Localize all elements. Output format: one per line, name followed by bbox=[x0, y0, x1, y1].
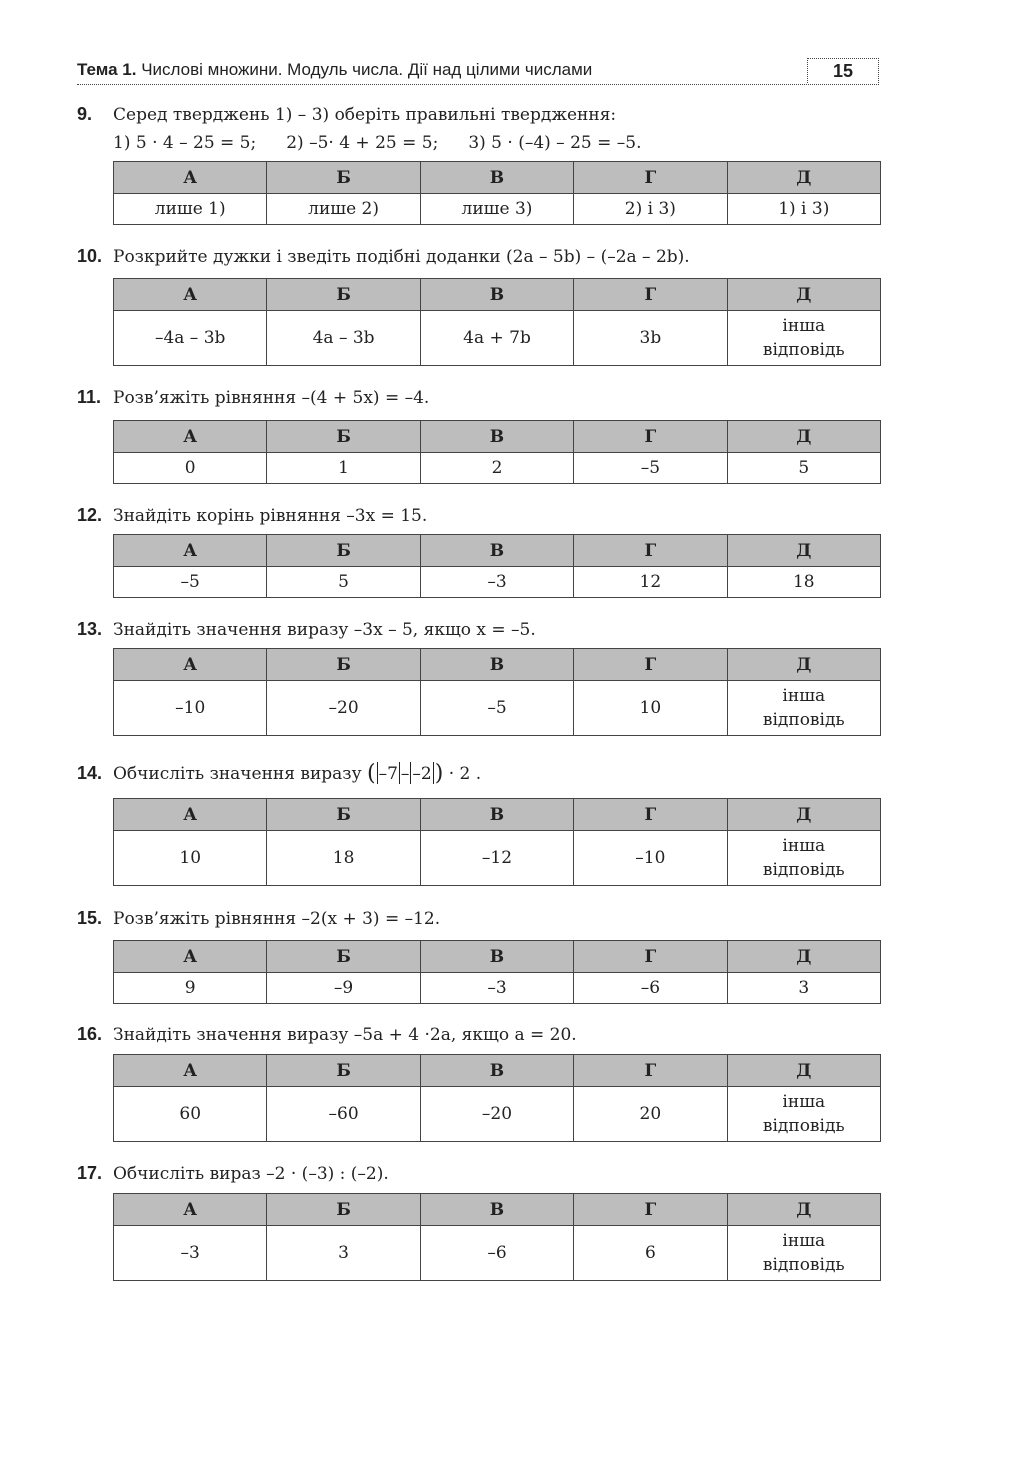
answer-table-16 bbox=[113, 1054, 881, 1142]
answer-options-row bbox=[114, 941, 881, 973]
option-v: В bbox=[420, 535, 573, 567]
question-11 bbox=[77, 387, 429, 408]
answer-d: інша відповідь bbox=[727, 681, 880, 736]
answer-b: лише 2) bbox=[267, 194, 420, 225]
question-15 bbox=[77, 908, 440, 929]
answer-a: 10 bbox=[114, 831, 267, 886]
option-a: А bbox=[114, 649, 267, 681]
option-b: Б bbox=[267, 941, 420, 973]
answer-table-12 bbox=[113, 534, 881, 598]
answer-b: 3 bbox=[267, 1226, 420, 1281]
answer-v: –5 bbox=[420, 681, 573, 736]
question-14 bbox=[77, 761, 481, 786]
question-text: Розв’яжіть рівняння –2(x + 3) = –12. bbox=[113, 909, 441, 929]
option-g: Г bbox=[574, 1194, 727, 1226]
answer-b: –60 bbox=[267, 1087, 420, 1142]
answer-table-15 bbox=[113, 940, 881, 1004]
answer-a: –10 bbox=[114, 681, 267, 736]
question-17 bbox=[77, 1163, 389, 1184]
answer-g: –10 bbox=[574, 831, 727, 886]
option-g: Г bbox=[574, 535, 727, 567]
option-a: А bbox=[114, 1055, 267, 1087]
option-a: А bbox=[114, 799, 267, 831]
expression-tail: · 2 . bbox=[448, 764, 482, 784]
abs-term-2: –2 bbox=[412, 764, 432, 784]
answer-a: –4a – 3b bbox=[114, 311, 267, 366]
statement-1: 1) 5 · 4 – 25 = 5; bbox=[113, 133, 257, 153]
answer-options-row bbox=[114, 279, 881, 311]
option-a: А bbox=[114, 162, 267, 194]
page-header bbox=[77, 58, 879, 85]
answer-g: 12 bbox=[574, 567, 727, 598]
answer-b: –20 bbox=[267, 681, 420, 736]
answer-table-9 bbox=[113, 161, 881, 225]
question-number: 17. bbox=[77, 1163, 103, 1183]
question-text: Знайдіть корінь рівняння –3x = 15. bbox=[113, 506, 428, 526]
option-v: В bbox=[420, 799, 573, 831]
option-b: Б bbox=[267, 649, 420, 681]
answer-v: –6 bbox=[420, 1226, 573, 1281]
abs-term-1: –7 bbox=[378, 764, 398, 784]
answer-table-10 bbox=[113, 278, 881, 366]
question-text: Обчисліть вираз –2 · (–3) : (–2). bbox=[113, 1164, 389, 1184]
answer-g: –6 bbox=[574, 973, 727, 1004]
option-d: Д bbox=[727, 421, 880, 453]
page-number: 15 bbox=[807, 58, 879, 83]
option-g: Г bbox=[574, 649, 727, 681]
question-number: 14. bbox=[77, 763, 103, 783]
answer-values-row bbox=[114, 1226, 881, 1281]
option-v: В bbox=[420, 941, 573, 973]
answer-g: 10 bbox=[574, 681, 727, 736]
answer-values-row bbox=[114, 311, 881, 366]
option-g: Г bbox=[574, 1055, 727, 1087]
answer-a: –3 bbox=[114, 1226, 267, 1281]
answer-a: 9 bbox=[114, 973, 267, 1004]
answer-options-row bbox=[114, 649, 881, 681]
answer-options-row bbox=[114, 1055, 881, 1087]
option-d: Д bbox=[727, 162, 880, 194]
answer-d: 1) і 3) bbox=[727, 194, 880, 225]
absolute-value-expression: ( –7 – –2 ) · 2 . bbox=[367, 761, 482, 786]
option-v: В bbox=[420, 1055, 573, 1087]
answer-d: 5 bbox=[727, 453, 880, 484]
question-number: 12. bbox=[77, 505, 103, 525]
option-a: А bbox=[114, 535, 267, 567]
question-10 bbox=[77, 246, 690, 267]
option-v: В bbox=[420, 279, 573, 311]
question-number: 9. bbox=[77, 104, 93, 124]
answer-d: інша відповідь bbox=[727, 1087, 880, 1142]
option-d: Д bbox=[727, 649, 880, 681]
question-16 bbox=[77, 1024, 577, 1045]
answer-options-row bbox=[114, 799, 881, 831]
option-v: В bbox=[420, 162, 573, 194]
question-9 bbox=[77, 104, 616, 125]
answer-a: 0 bbox=[114, 453, 267, 484]
statement-3: 3) 5 · (–4) – 25 = –5. bbox=[468, 133, 642, 153]
answer-table-17 bbox=[113, 1193, 881, 1281]
option-g: Г bbox=[574, 279, 727, 311]
option-v: В bbox=[420, 1194, 573, 1226]
option-b: Б bbox=[267, 1194, 420, 1226]
topic-title bbox=[77, 60, 592, 80]
answer-a: 60 bbox=[114, 1087, 267, 1142]
answer-values-row bbox=[114, 681, 881, 736]
answer-b: 1 bbox=[267, 453, 420, 484]
question-text: Серед тверджень 1) – 3) оберіть правильні твердження: bbox=[113, 105, 617, 125]
question-number: 16. bbox=[77, 1024, 103, 1044]
option-b: Б bbox=[267, 1055, 420, 1087]
option-a: А bbox=[114, 421, 267, 453]
answer-v: 2 bbox=[420, 453, 573, 484]
answer-v: 4a + 7b bbox=[420, 311, 573, 366]
answer-table-14 bbox=[113, 798, 881, 886]
answer-g: 3b bbox=[574, 311, 727, 366]
answer-v: –20 bbox=[420, 1087, 573, 1142]
question-text: Знайдіть значення виразу –3x – 5, якщо x = –5. bbox=[113, 620, 536, 640]
answer-values-row bbox=[114, 567, 881, 598]
option-g: Г bbox=[574, 421, 727, 453]
answer-options-row bbox=[114, 162, 881, 194]
answer-values-row bbox=[114, 1087, 881, 1142]
answer-values-row bbox=[114, 453, 881, 484]
option-a: А bbox=[114, 941, 267, 973]
option-b: Б bbox=[267, 535, 420, 567]
option-d: Д bbox=[727, 799, 880, 831]
option-d: Д bbox=[727, 535, 880, 567]
answer-v: –3 bbox=[420, 567, 573, 598]
answer-v: лише 3) bbox=[420, 194, 573, 225]
topic-label: Тема 1. bbox=[77, 60, 137, 79]
answer-b: 4a – 3b bbox=[267, 311, 420, 366]
option-d: Д bbox=[727, 279, 880, 311]
answer-table-13 bbox=[113, 648, 881, 736]
answer-a: –5 bbox=[114, 567, 267, 598]
option-v: В bbox=[420, 421, 573, 453]
answer-values-row bbox=[114, 831, 881, 886]
question-text: Обчисліть значення виразу bbox=[113, 764, 362, 784]
option-a: А bbox=[114, 1194, 267, 1226]
answer-v: –3 bbox=[420, 973, 573, 1004]
answer-table-11 bbox=[113, 420, 881, 484]
answer-d: інша відповідь bbox=[727, 1226, 880, 1281]
answer-d: інша відповідь bbox=[727, 831, 880, 886]
option-d: Д bbox=[727, 1194, 880, 1226]
answer-b: 18 bbox=[267, 831, 420, 886]
answer-b: –9 bbox=[267, 973, 420, 1004]
option-d: Д bbox=[727, 1055, 880, 1087]
answer-g: 6 bbox=[574, 1226, 727, 1281]
answer-values-row bbox=[114, 194, 881, 225]
option-d: Д bbox=[727, 941, 880, 973]
answer-g: 2) і 3) bbox=[574, 194, 727, 225]
option-b: Б bbox=[267, 279, 420, 311]
option-b: Б bbox=[267, 799, 420, 831]
option-b: Б bbox=[267, 421, 420, 453]
abs-operator: – bbox=[400, 764, 410, 784]
answer-values-row bbox=[114, 973, 881, 1004]
answer-d: 18 bbox=[727, 567, 880, 598]
topic-name: Числові множини. Модуль числа. Дії над цілими числами bbox=[141, 60, 593, 79]
question-9-statements bbox=[113, 133, 671, 153]
question-text: Розкрийте дужки і зведіть подібні доданки (2a – 5b) – (–2a – 2b). bbox=[113, 247, 690, 267]
option-g: Г bbox=[574, 799, 727, 831]
question-text: Знайдіть значення виразу –5a + 4 ·2a, якщо a = 20. bbox=[113, 1025, 577, 1045]
answer-d: 3 bbox=[727, 973, 880, 1004]
option-g: Г bbox=[574, 162, 727, 194]
answer-d: інша відповідь bbox=[727, 311, 880, 366]
question-number: 10. bbox=[77, 246, 103, 266]
option-a: А bbox=[114, 279, 267, 311]
option-v: В bbox=[420, 649, 573, 681]
option-g: Г bbox=[574, 941, 727, 973]
answer-options-row bbox=[114, 535, 881, 567]
question-number: 13. bbox=[77, 619, 103, 639]
question-13 bbox=[77, 619, 536, 640]
answer-v: –12 bbox=[420, 831, 573, 886]
question-number: 15. bbox=[77, 908, 103, 928]
answer-g: –5 bbox=[574, 453, 727, 484]
question-12 bbox=[77, 505, 427, 526]
question-text: Розв’яжіть рівняння –(4 + 5x) = –4. bbox=[113, 388, 430, 408]
answer-options-row bbox=[114, 421, 881, 453]
statement-2: 2) –5· 4 + 25 = 5; bbox=[286, 133, 439, 153]
answer-b: 5 bbox=[267, 567, 420, 598]
answer-a: лише 1) bbox=[114, 194, 267, 225]
answer-options-row bbox=[114, 1194, 881, 1226]
option-b: Б bbox=[267, 162, 420, 194]
answer-g: 20 bbox=[574, 1087, 727, 1142]
question-number: 11. bbox=[77, 387, 102, 407]
